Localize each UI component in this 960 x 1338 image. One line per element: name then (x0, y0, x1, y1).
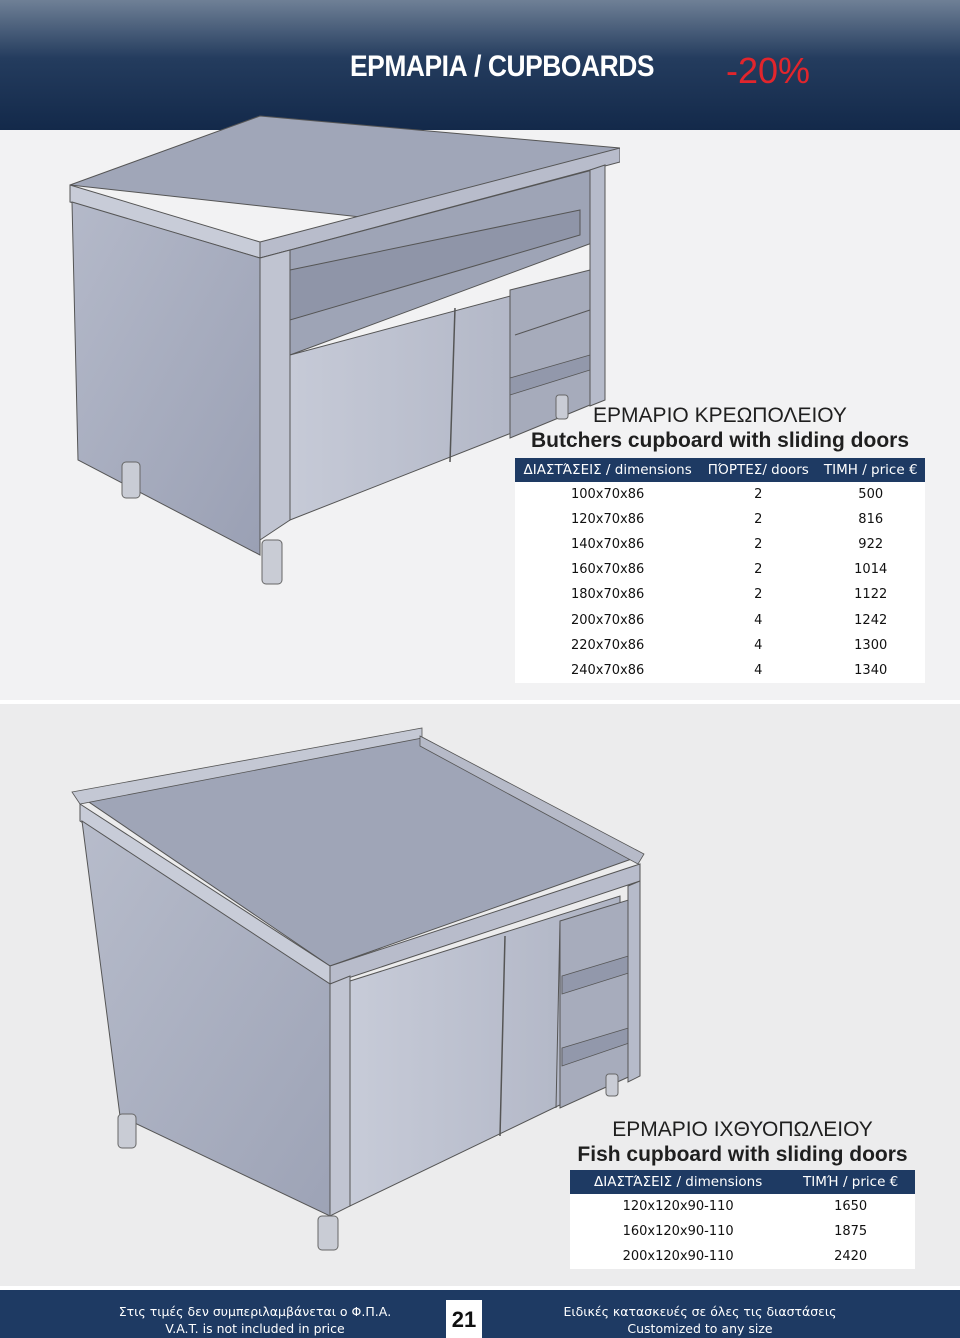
price-cell: 1340 (816, 658, 925, 683)
vat-notice-greek: Στις τιμές δεν συμπεριλαμβάνεται ο Φ.Π.Α. (118, 1304, 392, 1319)
table-row (515, 557, 925, 582)
column-header-doors: ΠΌΡΤΕΣ/ doors (700, 458, 816, 482)
fish-cupboard-caption (570, 1118, 915, 1168)
price-cell: 1122 (816, 582, 925, 607)
discount-label: -20% (726, 50, 811, 91)
price-cell: 1014 (816, 557, 925, 582)
doors-cell: 4 (700, 658, 816, 683)
dimensions-cell: 180x70x86 (515, 582, 700, 607)
table-row (515, 582, 925, 607)
custom-size-english: Customized to any size (627, 1321, 773, 1336)
product-title-greek: ΕΡΜΑΡΙΟ ΚΡΕΩΠΟΛΕΙΟΥ (593, 404, 847, 427)
dimensions-cell: 120x120x90-110 (570, 1194, 786, 1219)
table-row (570, 1194, 915, 1219)
dimensions-cell: 140x70x86 (515, 532, 700, 557)
butchers-cupboard-caption (515, 404, 925, 454)
dimensions-cell: 160x120x90-110 (570, 1219, 786, 1244)
doors-cell: 4 (700, 607, 816, 632)
vat-notice-english: V.A.T. is not included in price (165, 1321, 345, 1336)
page-title: ΕΡΜΑΡΙΑ / CUPBOARDS (350, 50, 655, 83)
doors-cell: 2 (700, 532, 816, 557)
column-header-dimensions: ΔΙΑΣΤΆΣΕΙΣ / dimensions (515, 458, 700, 482)
table-row (515, 633, 925, 658)
dimensions-cell: 220x70x86 (515, 633, 700, 658)
table-row (515, 482, 925, 507)
table-row (515, 507, 925, 532)
column-header-price: ΤΙΜΉ / price € (786, 1170, 915, 1194)
product-title-english: Butchers cupboard with sliding doors (530, 429, 910, 452)
table-header-row (515, 458, 925, 482)
doors-cell: 2 (700, 507, 816, 532)
price-cell: 1875 (786, 1219, 915, 1244)
price-cell: 1650 (786, 1194, 915, 1219)
custom-size-greek: Ειδικές κατασκευές σε όλες τις διαστάσεις (563, 1304, 837, 1319)
dimensions-cell: 100x70x86 (515, 482, 700, 507)
dimensions-cell: 160x70x86 (515, 557, 700, 582)
fish-price-table (570, 1170, 915, 1269)
custom-size-notice (540, 1303, 860, 1337)
page-number: 21 (446, 1300, 482, 1338)
doors-cell: 4 (700, 633, 816, 658)
product-title-greek: ΕΡΜΑΡΙΟ ΙΧΘΥΟΠΩΛΕΙΟΥ (612, 1118, 873, 1141)
dimensions-cell: 200x120x90-110 (570, 1244, 786, 1269)
price-cell: 922 (816, 532, 925, 557)
table-row (570, 1219, 915, 1244)
price-cell: 1242 (816, 607, 925, 632)
table-header-row (570, 1170, 915, 1194)
price-cell: 816 (816, 507, 925, 532)
table-row (515, 532, 925, 557)
table-row (570, 1244, 915, 1269)
product-title-english: Fish cupboard with sliding doors (577, 1143, 908, 1166)
dimensions-cell: 240x70x86 (515, 658, 700, 683)
column-header-price: ΤΙΜΗ / price € (816, 458, 925, 482)
doors-cell: 2 (700, 557, 816, 582)
vat-notice (110, 1303, 400, 1337)
doors-cell: 2 (700, 482, 816, 507)
table-row (515, 658, 925, 683)
doors-cell: 2 (700, 582, 816, 607)
dimensions-cell: 120x70x86 (515, 507, 700, 532)
table-row (515, 607, 925, 632)
price-cell: 1300 (816, 633, 925, 658)
price-cell: 2420 (786, 1244, 915, 1269)
butchers-price-table (515, 458, 925, 683)
price-cell: 500 (816, 482, 925, 507)
dimensions-cell: 200x70x86 (515, 607, 700, 632)
column-header-dimensions: ΔΙΑΣΤΆΣΕΙΣ / dimensions (570, 1170, 786, 1194)
